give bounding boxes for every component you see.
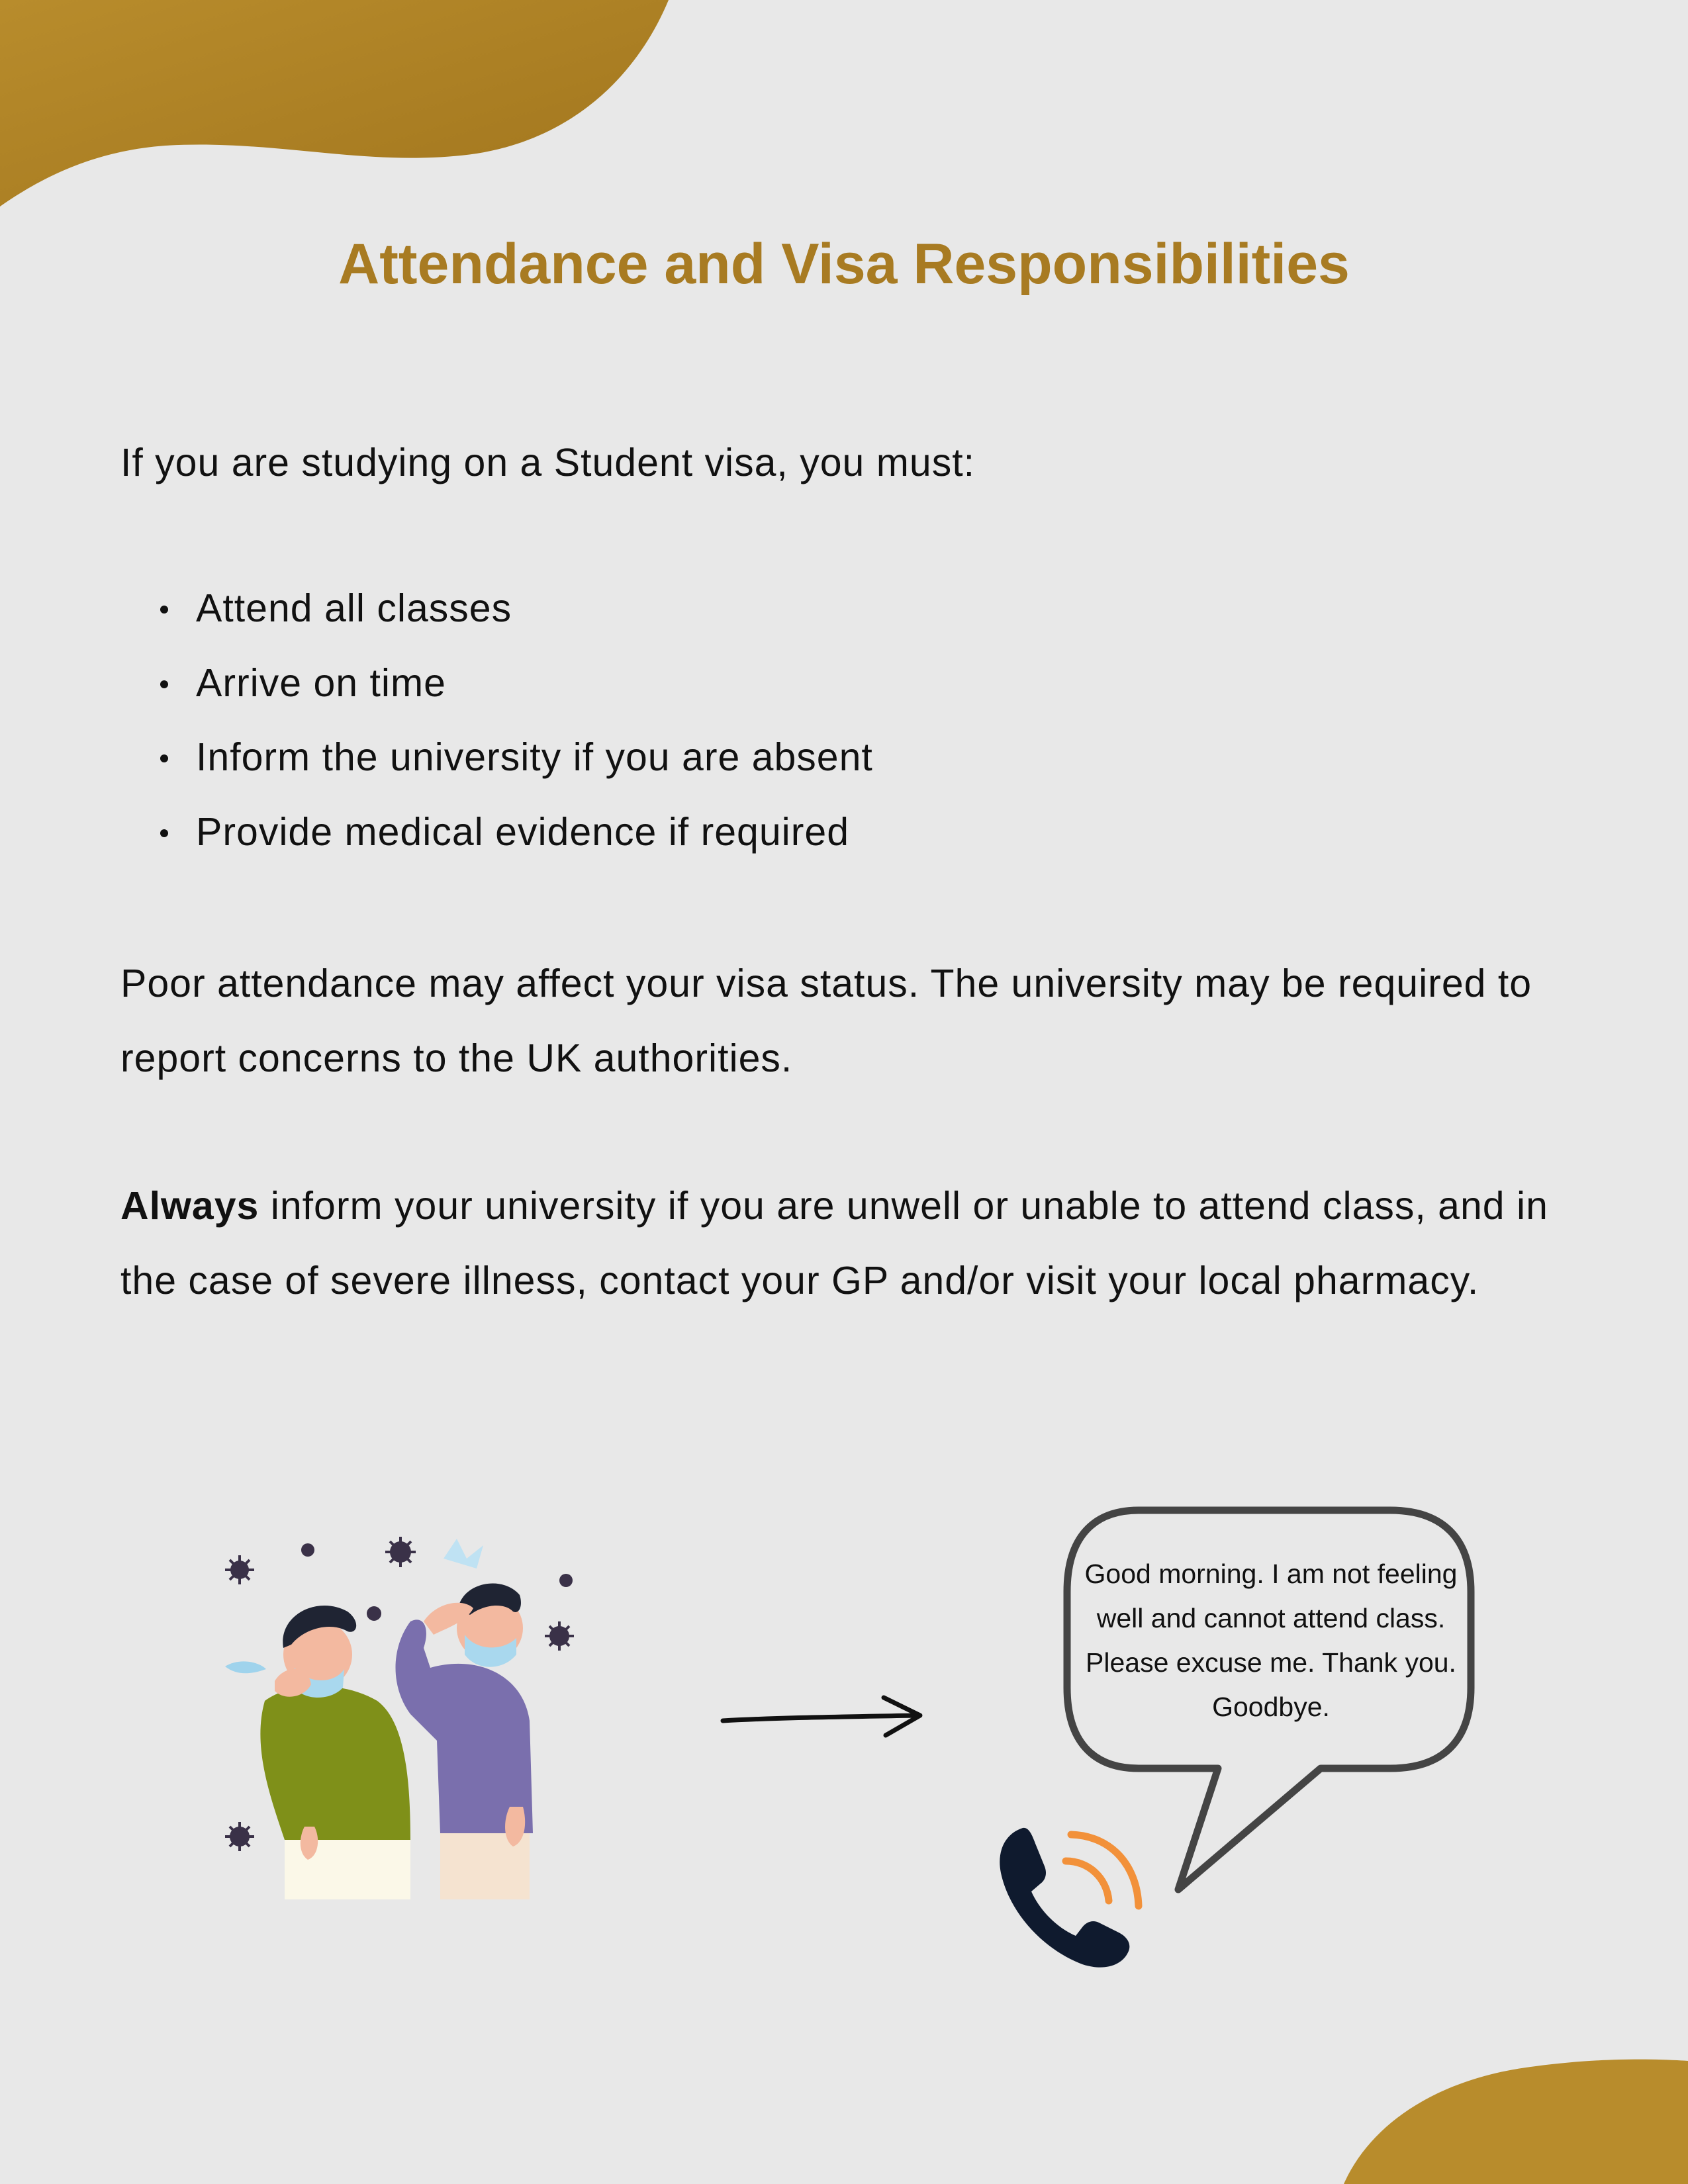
phone-icon xyxy=(993,1820,1165,1979)
sick-students-illustration xyxy=(212,1522,596,1906)
speech-bubble-text: Good morning. I am not feeling well and cannot attend class. Please excuse me. Thank you. Goodbye. xyxy=(1084,1559,1458,1722)
list-item: Provide medical evidence if required xyxy=(120,806,873,881)
page-title: Attendance and Visa Responsibilities xyxy=(338,232,1350,296)
list-item: Inform the university if you are absent xyxy=(120,731,873,806)
bottom-right-corner-decoration xyxy=(1344,2052,1688,2184)
requirements-list xyxy=(120,582,873,880)
arrow-right-icon xyxy=(715,1688,933,1747)
intro-text: If you are studying on a Student visa, you must: xyxy=(120,441,975,484)
list-item: Attend all classes xyxy=(120,582,873,657)
warning-paragraph: Poor attendance may affect your visa status. The university may be required to report concerns to the UK authorities. xyxy=(120,962,1532,1080)
list-item: Arrive on time xyxy=(120,657,873,732)
advice-text: inform your university if you are unwell or unable to attend class, and in the case of severe illness, contact your GP and/or visit your local pharmacy. xyxy=(120,1184,1548,1302)
top-left-corner-decoration xyxy=(0,0,669,212)
advice-paragraph xyxy=(120,1169,1577,1318)
advice-emphasis: Always xyxy=(120,1184,259,1228)
